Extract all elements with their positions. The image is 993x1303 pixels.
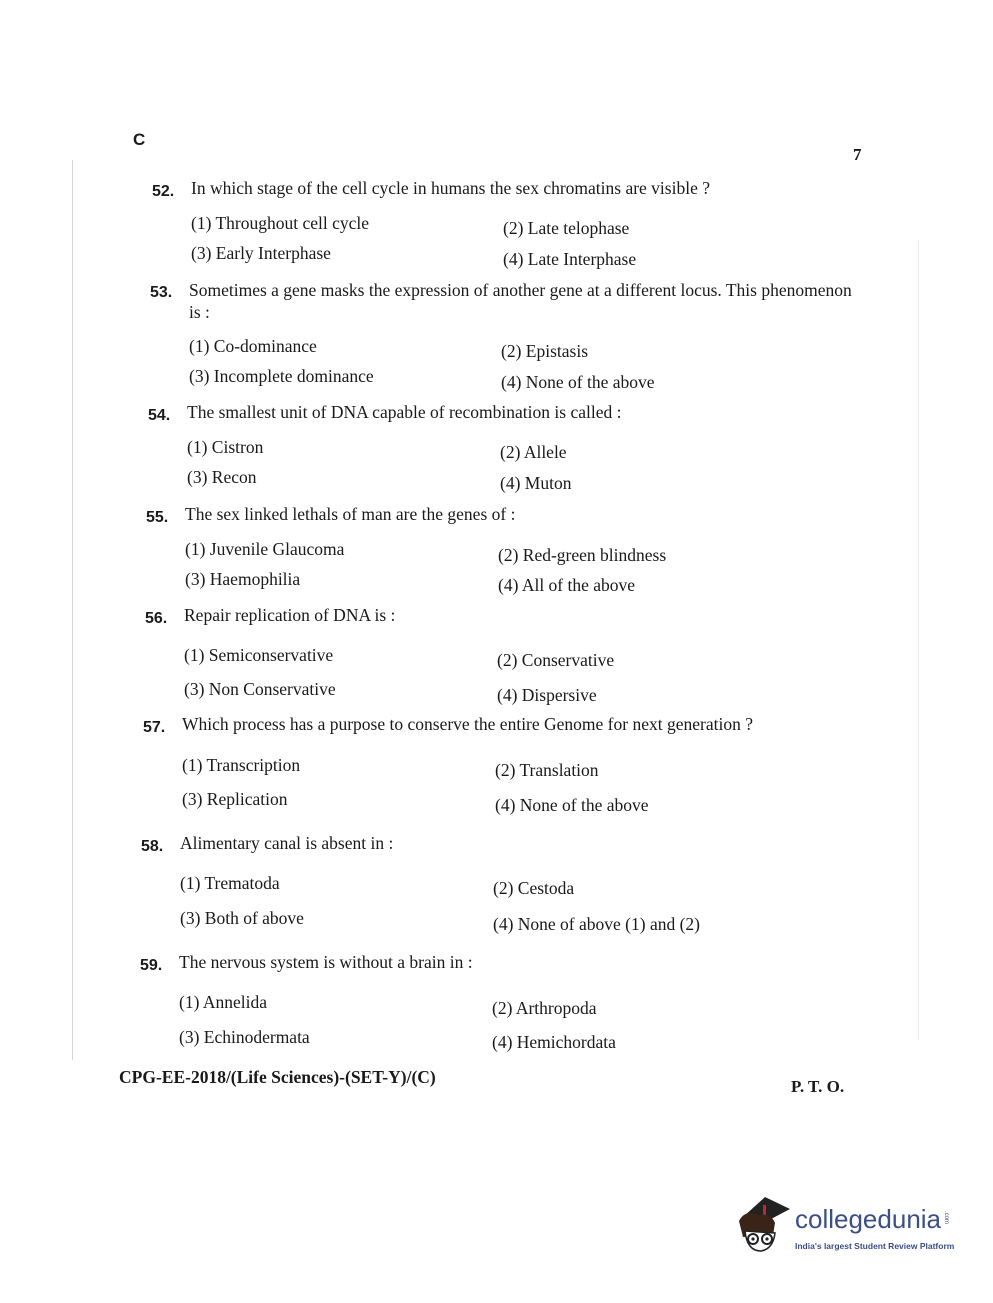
answer-option: (3) Incomplete dominance	[189, 366, 374, 386]
answer-option: (2) Red-green blindness	[498, 545, 667, 565]
answer-option: (3) Recon	[187, 467, 257, 487]
answer-option: (1) Annelida	[179, 992, 267, 1012]
answer-option: (1) Transcription	[182, 755, 301, 775]
question-number: 58.	[141, 838, 164, 855]
answer-option: (2) Epistasis	[501, 341, 589, 361]
paper-code: CPG-EE-2018/(Life Sciences)-(SET-Y)/(C)	[119, 1067, 436, 1087]
question-number: 55.	[146, 509, 169, 526]
question-text: Sometimes a gene masks the expression of another gene at a different locus. This phenomenon is :	[189, 280, 852, 322]
answer-option: (2) Allele	[500, 442, 567, 462]
answer-option: (4) None of the above	[495, 795, 649, 815]
answer-option: (2) Conservative	[497, 650, 615, 670]
question-text: Repair replication of DNA is :	[184, 605, 396, 625]
question-text: Which process has a purpose to conserve the entire Genome for next generation ?	[182, 714, 753, 734]
answer-option: (1) Semiconservative	[184, 645, 334, 665]
question-text: The smallest unit of DNA capable of recombination is called :	[187, 402, 622, 422]
answer-option: (2) Arthropoda	[492, 998, 597, 1018]
answer-option: (4) Hemichordata	[492, 1032, 616, 1052]
answer-option: (2) Late telophase	[503, 218, 630, 238]
answer-option: (3) Non Conservative	[184, 679, 336, 699]
mascot-logo-icon	[735, 1195, 793, 1257]
question-number: 52.	[152, 183, 175, 200]
answer-option: (3) Haemophilia	[185, 569, 301, 589]
answer-option: (3) Both of above	[180, 908, 304, 928]
brand-tagline: India's largest Student Review Platform	[795, 1241, 955, 1251]
answer-option: (2) Translation	[495, 760, 599, 780]
page-number: 7	[853, 145, 862, 164]
scan-edge-line	[918, 240, 919, 1040]
answer-option: (4) Muton	[500, 473, 572, 493]
scan-edge-line	[72, 160, 73, 1060]
question-number: 59.	[140, 957, 163, 974]
answer-option: (4) None of the above	[501, 372, 655, 392]
answer-option: (3) Echinodermata	[179, 1027, 310, 1047]
set-code: C	[133, 130, 146, 149]
collegedunia-watermark	[735, 1195, 954, 1257]
answer-option: (4) None of above (1) and (2)	[493, 914, 701, 934]
question-text: The nervous system is without a brain in :	[179, 952, 473, 972]
question-text: Alimentary canal is absent in :	[180, 833, 394, 853]
brand-name: collegedunia	[795, 1204, 942, 1234]
answer-option: (2) Cestoda	[493, 878, 575, 898]
answer-option: (1) Throughout cell cycle	[191, 213, 370, 233]
answer-option: (3) Early Interphase	[191, 243, 331, 263]
answer-option: (1) Trematoda	[180, 873, 280, 893]
question-text: In which stage of the cell cycle in humans the sex chromatins are visible ?	[191, 178, 710, 198]
pto-label: P. T. O.	[791, 1077, 845, 1096]
question-number: 53.	[150, 284, 173, 301]
question-number: 57.	[143, 719, 166, 736]
answer-option: (1) Cistron	[187, 437, 264, 457]
answer-option: (4) All of the above	[498, 575, 636, 595]
brand-suffix: .com	[943, 1211, 950, 1225]
question-number: 54.	[148, 407, 171, 424]
answer-option: (4) Late Interphase	[503, 249, 637, 269]
answer-option: (3) Replication	[182, 789, 288, 809]
answer-option: (1) Co-dominance	[189, 336, 317, 356]
answer-option: (4) Dispersive	[497, 685, 597, 705]
answer-option: (1) Juvenile Glaucoma	[185, 539, 345, 559]
question-number: 56.	[145, 610, 168, 627]
question-text: The sex linked lethals of man are the genes of :	[185, 504, 516, 524]
